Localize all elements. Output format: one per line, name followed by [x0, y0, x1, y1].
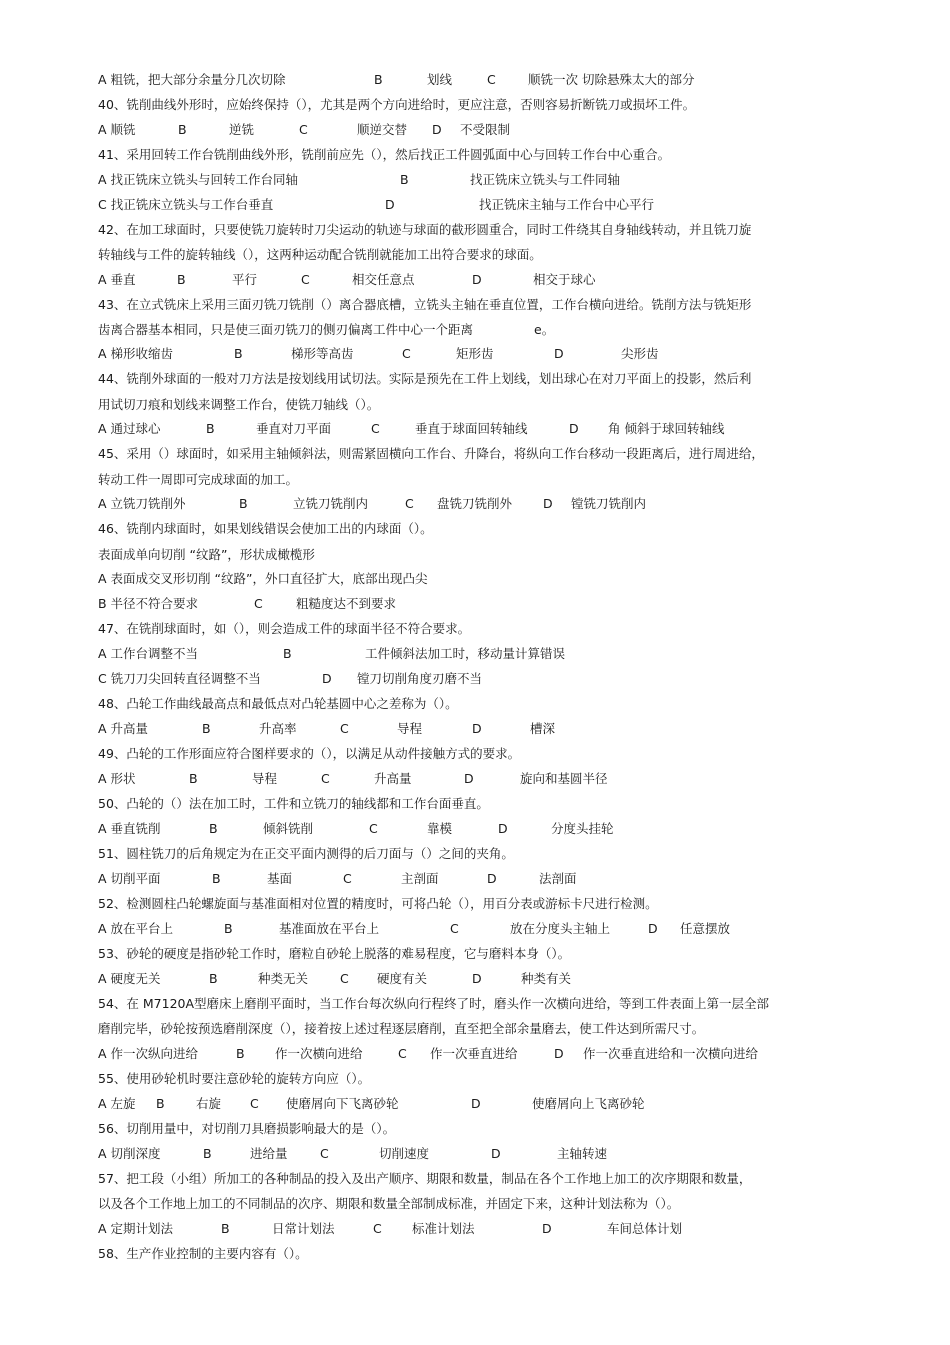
option-text: C: [450, 921, 459, 936]
question-line: [0, 619, 950, 639]
option-text: 矩形齿: [456, 346, 494, 361]
option-text: 作一次垂直进给和一次横向进给: [583, 1046, 759, 1061]
question-line: [0, 744, 950, 764]
option-text: 工件倾斜法加工时，移动量计算错误: [365, 646, 566, 661]
option-text: 主剖面: [401, 871, 439, 886]
option-text: 角 倾斜于球回转轴线: [608, 421, 725, 436]
option-text: D: [498, 821, 508, 836]
option-text: 分度头挂轮: [551, 821, 614, 836]
option-text: B: [156, 1096, 165, 1111]
line-text: A 垂直: [98, 272, 136, 287]
option-line: [0, 545, 950, 565]
question-line: [0, 220, 950, 240]
option-text: 顺铣一次 切除悬殊太大的部分: [528, 72, 695, 87]
option-text: 粗糙度达不到要求: [296, 596, 397, 611]
question-line: [0, 944, 950, 964]
line-text: 41、采用回转工作台铣削曲线外形，铣削前应先（），然后找正工件圆弧面中心与回转工作台中心重合。: [98, 147, 671, 162]
option-text: 基面: [267, 871, 293, 886]
option-text: B: [400, 172, 409, 187]
option-text: 右旋: [196, 1096, 222, 1111]
option-text: 车间总体计划: [607, 1221, 683, 1236]
option-text: D: [322, 671, 332, 686]
line-text: A 粗铣，把大部分余量分几次切除: [98, 72, 286, 87]
option-line: [0, 919, 950, 939]
option-text: 种类有关: [521, 971, 572, 986]
question-line: [0, 369, 950, 389]
line-text: A 作一次纵向进给: [98, 1046, 199, 1061]
option-text: 种类无关: [258, 971, 309, 986]
option-text: D: [472, 721, 482, 736]
line-text: A 放在平台上: [98, 921, 174, 936]
question-line: [0, 794, 950, 814]
line-text: A 形状: [98, 771, 136, 786]
option-text: B: [189, 771, 198, 786]
option-text: 相交于球心: [533, 272, 596, 287]
line-text: A 找正铣床立铣头与回转工作台同轴: [98, 172, 299, 187]
line-text: A 表面成交叉形切削 “纹路”，外口直径扩大，底部出现凸尖: [98, 571, 428, 586]
line-text: A 垂直铣削: [98, 821, 161, 836]
line-text: 转轴线与工件的旋转轴线（），这两种运动配合铣削就能加工出符合要求的球面。: [98, 247, 542, 262]
question-line: [0, 1244, 950, 1264]
option-line: [0, 270, 950, 290]
line-text: 45、采用（）球面时，如采用主轴倾斜法，则需紧固横向工作台、升降台，将纵向工作台移动一段距离后，进行周进给，: [98, 446, 764, 461]
option-text: 相交任意点: [352, 272, 415, 287]
option-text: B: [239, 496, 248, 511]
option-text: 进给量: [250, 1146, 288, 1161]
line-text: 磨削完毕，砂轮按预选磨削深度（），接着按上述过程逐层磨削，直至把全部余量磨去，使工件达到所需尺寸。: [98, 1021, 705, 1036]
line-text: A 切削平面: [98, 871, 161, 886]
line-text: 51、圆柱铣刀的后角规定为在正交平面内测得的后刀面与（）之间的夹角。: [98, 846, 514, 861]
option-line: [0, 1144, 950, 1164]
option-text: 旋向和基圆半径: [520, 771, 608, 786]
option-text: B: [224, 921, 233, 936]
option-text: D: [432, 122, 442, 137]
line-text: 46、铣削内球面时，如果划线错误会使加工出的内球面（）。: [98, 521, 433, 536]
option-text: C: [340, 721, 349, 736]
line-text: 表面成单向切削 “纹路”，形状成橄榄形: [98, 547, 315, 562]
line-text: A 梯形收缩齿: [98, 346, 174, 361]
option-line: [0, 195, 950, 215]
line-text: C 找正铣床立铣头与工作台垂直: [98, 197, 274, 212]
option-text: C: [343, 871, 352, 886]
line-text: A 升高量: [98, 721, 149, 736]
line-text: 49、凸轮的工作形面应符合图样要求的（），以满足从动件接触方式的要求。: [98, 746, 521, 761]
line-text: 用试切刀痕和划线来调整工作台，使铣刀轴线（）。: [98, 397, 380, 412]
option-line: [0, 1219, 950, 1239]
option-text: D: [542, 1221, 552, 1236]
line-text: 54、在 M7120A型磨床上磨削平面时，当工作台每次纵向行程终了时，磨头作一次横向进给，等到工件表面上第一层全部: [98, 996, 770, 1011]
question-line: [0, 1069, 950, 1089]
option-text: 找正铣床立铣头与工件同轴: [470, 172, 621, 187]
option-line: [0, 494, 950, 514]
option-text: C: [371, 421, 380, 436]
option-text: C: [487, 72, 496, 87]
line-text: 47、在铣削球面时，如（），则会造成工件的球面半径不符合要求。: [98, 621, 471, 636]
option-text: D: [472, 971, 482, 986]
option-text: 立铣刀铣削内: [293, 496, 369, 511]
option-text: D: [472, 272, 482, 287]
line-text: B 半径不符合要求: [98, 596, 199, 611]
line-text: A 顺铣: [98, 122, 136, 137]
option-text: 逆铣: [229, 122, 255, 137]
option-text: 找正铣床主轴与工作台中心平行: [479, 197, 655, 212]
option-line: [0, 669, 950, 689]
option-text: 盘铣刀铣削外: [437, 496, 513, 511]
line-text: A 定期计划法: [98, 1221, 174, 1236]
line-text: 50、凸轮的（）法在加工时，工件和立铣刀的轴线都和工作台面垂直。: [98, 796, 489, 811]
option-text: 平行: [232, 272, 258, 287]
option-text: D: [464, 771, 474, 786]
option-text: 升高率: [259, 721, 297, 736]
option-text: D: [554, 346, 564, 361]
option-text: C: [320, 1146, 329, 1161]
option-text: 槽深: [530, 721, 556, 736]
option-line: [0, 819, 950, 839]
question-line: [0, 395, 950, 415]
line-text: A 切削深度: [98, 1146, 161, 1161]
option-text: C: [321, 771, 330, 786]
line-text: 42、在加工球面时，只要使铣刀旋转时刀尖运动的轨迹与球面的截形圆重合，同时工件绕其自身轴线转动，并且铣刀旋: [98, 222, 752, 237]
line-text: 56、切削用量中，对切削刀具磨损影响最大的是（）。: [98, 1121, 396, 1136]
option-line: [0, 419, 950, 439]
question-line: [0, 145, 950, 165]
line-text: C 铣刀刀尖回转直径调整不当: [98, 671, 261, 686]
option-text: D: [471, 1096, 481, 1111]
option-text: 硬度有关: [377, 971, 428, 986]
option-text: 导程: [252, 771, 278, 786]
question-line: [0, 844, 950, 864]
option-text: D: [648, 921, 658, 936]
option-text: 基准面放在平台上: [279, 921, 380, 936]
option-text: D: [569, 421, 579, 436]
option-text: D: [491, 1146, 501, 1161]
option-line: [0, 644, 950, 664]
option-text: 靠模: [427, 821, 453, 836]
question-line: [0, 320, 950, 340]
option-text: D: [385, 197, 395, 212]
question-line: [0, 470, 950, 490]
option-line: [0, 120, 950, 140]
option-text: 法剖面: [539, 871, 577, 886]
option-text: C: [254, 596, 263, 611]
option-text: B: [209, 971, 218, 986]
option-text: 任意摆放: [680, 921, 731, 936]
option-text: 尖形齿: [621, 346, 659, 361]
option-text: e。: [534, 322, 555, 337]
line-text: 转动工件一周即可完成球面的加工。: [98, 472, 299, 487]
option-text: D: [487, 871, 497, 886]
option-text: B: [234, 346, 243, 361]
option-text: 切削速度: [379, 1146, 430, 1161]
question-line: [0, 894, 950, 914]
option-text: C: [299, 122, 308, 137]
option-text: C: [405, 496, 414, 511]
question-line: [0, 1194, 950, 1214]
line-text: 43、在立式铣床上采用三面刃铣刀铣削（）离合器底槽，立铣头主轴在垂直位置，工作台横向进给。铣削方法与铣矩形: [98, 297, 752, 312]
option-text: 倾斜铣削: [263, 821, 314, 836]
option-text: B: [206, 421, 215, 436]
question-line: [0, 694, 950, 714]
option-text: 镗铣刀铣削内: [571, 496, 647, 511]
option-text: 顺逆交替: [357, 122, 408, 137]
question-line: [0, 245, 950, 265]
option-text: 不受限制: [460, 122, 511, 137]
line-text: A 硬度无关: [98, 971, 161, 986]
line-text: A 左旋: [98, 1096, 136, 1111]
line-text: 57、把工段（小组）所加工的各种制品的投入及出产顺序、期限和数量，制品在各个工作地上加工的次序期限和数量，: [98, 1171, 752, 1186]
option-text: C: [369, 821, 378, 836]
option-line: [0, 869, 950, 889]
option-text: 作一次横向进给: [275, 1046, 363, 1061]
option-text: C: [398, 1046, 407, 1061]
option-text: B: [221, 1221, 230, 1236]
option-text: 镗刀切削角度刃磨不当: [357, 671, 483, 686]
line-text: 40、铣削曲线外形时，应始终保持（），尤其是两个方向进给时，更应注意，否则容易折断铣刀或损坏工件。: [98, 97, 696, 112]
option-text: B: [374, 72, 383, 87]
option-text: C: [301, 272, 310, 287]
option-text: 使磨屑向下飞离砂轮: [286, 1096, 399, 1111]
question-line: [0, 95, 950, 115]
option-text: 日常计划法: [272, 1221, 335, 1236]
option-text: 放在分度头主轴上: [510, 921, 611, 936]
option-text: 划线: [427, 72, 453, 87]
question-line: [0, 994, 950, 1014]
line-text: A 通过球心: [98, 421, 161, 436]
option-text: B: [209, 821, 218, 836]
option-text: B: [202, 721, 211, 736]
question-line: [0, 1119, 950, 1139]
line-text: 52、检测圆柱凸轮螺旋面与基准面相对位置的精度时，可将凸轮（），用百分表或游标卡尺进行检测。: [98, 896, 658, 911]
line-text: 48、凸轮工作曲线最高点和最低点对凸轮基圆中心之差称为（）。: [98, 696, 458, 711]
option-line: [0, 170, 950, 190]
option-line: [0, 569, 950, 589]
option-text: B: [236, 1046, 245, 1061]
line-text: 齿离合器基本相同，只是使三面刃铣刀的侧刃偏离工件中心一个距离: [98, 322, 474, 337]
option-text: D: [543, 496, 553, 511]
option-line: [0, 344, 950, 364]
line-text: 58、生产作业控制的主要内容有（）。: [98, 1246, 308, 1261]
line-text: 55、使用砂轮机时要注意砂轮的旋转方向应（）。: [98, 1071, 371, 1086]
option-text: 作一次垂直进给: [430, 1046, 518, 1061]
option-line: [0, 1094, 950, 1114]
option-text: C: [402, 346, 411, 361]
option-text: 升高量: [374, 771, 412, 786]
question-line: [0, 295, 950, 315]
option-text: C: [340, 971, 349, 986]
question-line: [0, 1019, 950, 1039]
option-text: D: [554, 1046, 564, 1061]
option-text: B: [283, 646, 292, 661]
line-text: 以及各个工作地上加工的不同制品的次序、期限和数量全部制成标准，并固定下来，这种计划法称为（）。: [98, 1196, 680, 1211]
line-text: 53、砂轮的硬度是指砂轮工作时，磨粒自砂轮上脱落的难易程度，它与磨料本身（）。: [98, 946, 571, 961]
option-text: B: [203, 1146, 212, 1161]
option-line: [0, 1044, 950, 1064]
option-text: 使磨屑向上飞离砂轮: [532, 1096, 645, 1111]
option-line: [0, 769, 950, 789]
option-text: 垂直对刀平面: [256, 421, 332, 436]
option-text: 梯形等高齿: [291, 346, 354, 361]
option-text: 垂直于球面回转轴线: [415, 421, 528, 436]
question-line: [0, 444, 950, 464]
line-text: 44、铣削外球面的一般对刀方法是按划线用试切法。实际是预先在工件上划线，划出球心在对刀平面上的投影，然后利: [98, 371, 752, 386]
line-text: A 工作台调整不当: [98, 646, 199, 661]
option-text: C: [373, 1221, 382, 1236]
option-text: B: [212, 871, 221, 886]
option-line: [0, 594, 950, 614]
option-text: 主轴转速: [557, 1146, 608, 1161]
option-text: B: [177, 272, 186, 287]
question-line: [0, 1169, 950, 1189]
option-line: [0, 70, 950, 90]
option-line: [0, 969, 950, 989]
option-text: C: [250, 1096, 259, 1111]
question-line: [0, 519, 950, 539]
option-line: [0, 719, 950, 739]
option-text: 导程: [397, 721, 423, 736]
option-text: 标准计划法: [412, 1221, 475, 1236]
line-text: A 立铣刀铣削外: [98, 496, 186, 511]
option-text: B: [178, 122, 187, 137]
